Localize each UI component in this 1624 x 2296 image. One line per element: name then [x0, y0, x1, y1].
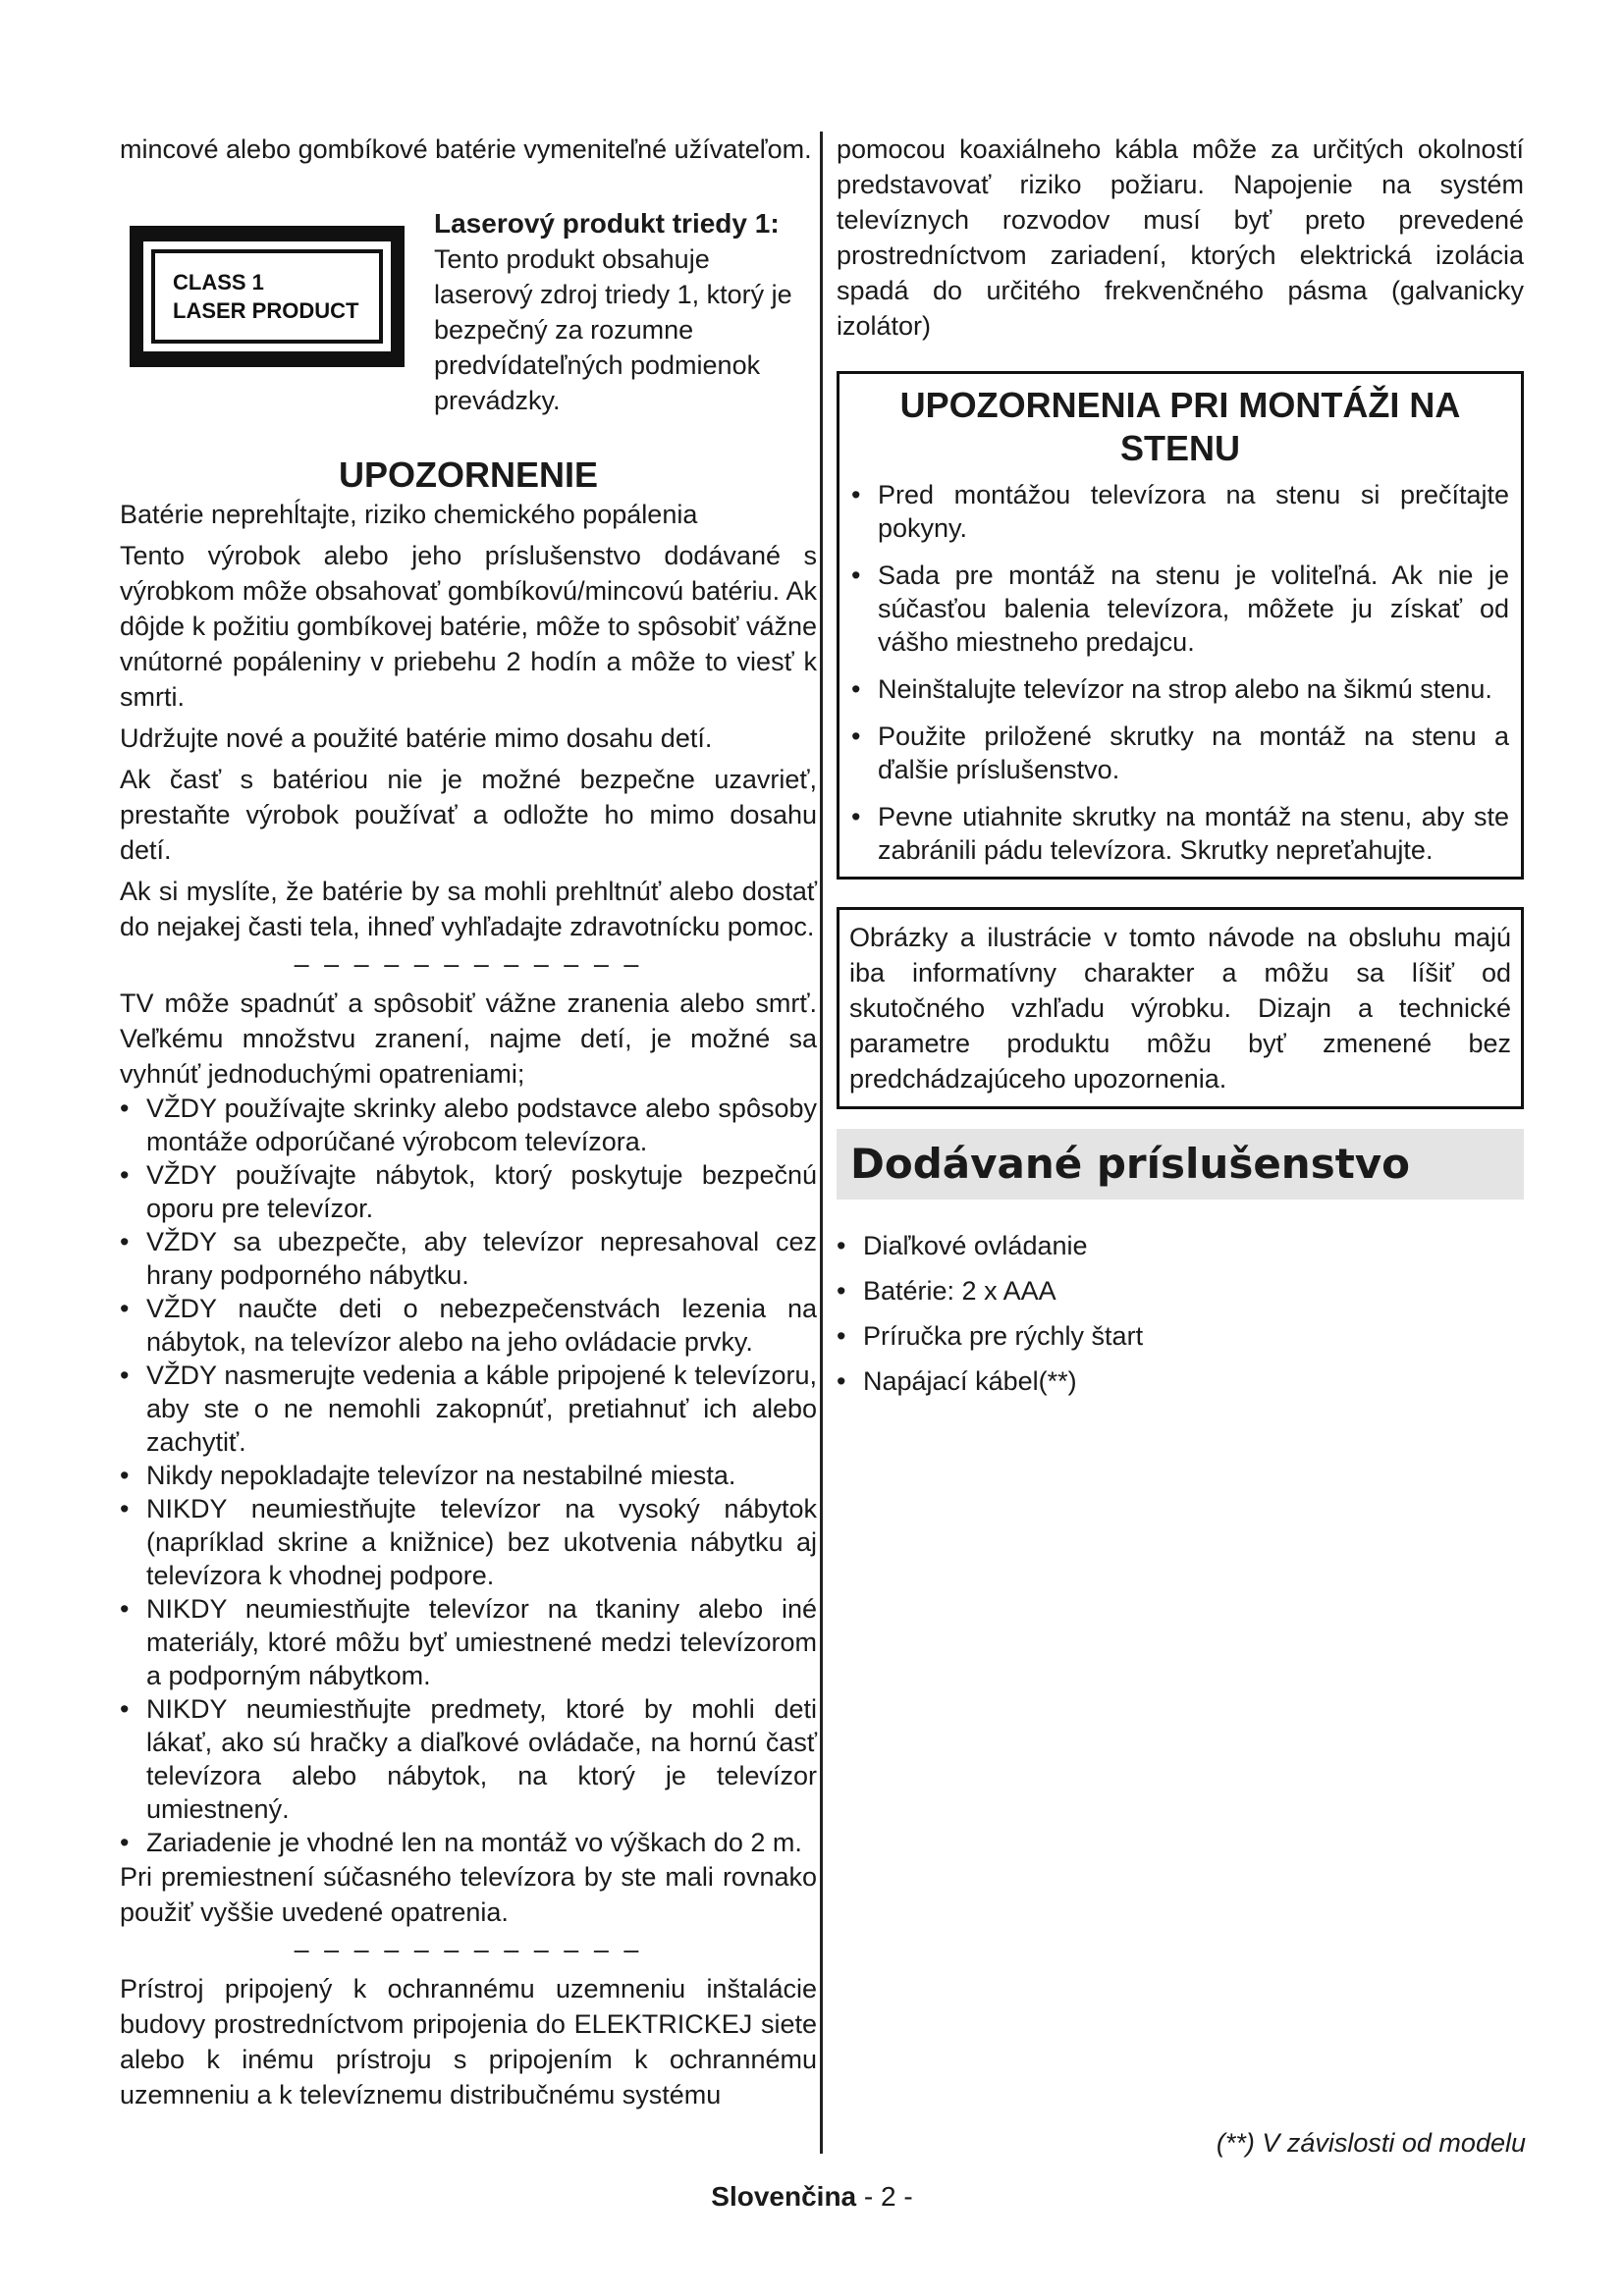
warning-heading: UPOZORNENIE — [338, 454, 599, 495]
laser-badge-line2: LASER PRODUCT — [173, 298, 359, 323]
warning-paragraph: Batérie neprehĺtajte, riziko chemického popálenia — [120, 500, 698, 529]
left-column — [120, 132, 817, 2112]
laser-class-badge — [130, 226, 405, 367]
separator: – – – – – – – – – – – – — [294, 949, 643, 979]
list-item: • Batérie: 2 x AAA — [837, 1268, 1524, 1313]
notice-box — [837, 907, 1524, 1109]
list-item: • NIKDY neumiestňujte televízor na vysoký nábytok (napríklad skrine a knižnice) bez ukotvenia nábytku aj televízora k vhodnej podpore. — [120, 1492, 817, 1592]
tip-outro: Pri premiestnení súčasného televízora by ste mali rovnako použiť vyššie uvedené opatrenia. — [120, 1862, 817, 1927]
tip-intro: TV môže spadnúť a spôsobiť vážne zranenia alebo smrť. Veľkému množstvu zranení, najme detí, je možné sa vyhnúť jednoduchými opatreniami; — [120, 988, 817, 1089]
list-item: • Príručka pre rýchly štart — [837, 1313, 1524, 1359]
notice-text: Obrázky a ilustrácie v tomto návode na obsluhu majú iba informatívny charakter a môžu sa líšiť od skutočného vzhľadu výrobku. Dizajn a technické parametre produktu môžu byť zmenené bez predchádzajúceho upozornenia. — [849, 923, 1511, 1094]
list-item: • Napájací kábel(**) — [837, 1359, 1524, 1404]
list-item: • Pred montážou televízora na stenu si prečítajte pokyny. — [851, 478, 1509, 545]
accessories-title: Dodávané príslušenstvo — [837, 1129, 1524, 1200]
list-item: • Nikdy nepokladajte televízor na nestabilné miesta. — [120, 1459, 817, 1492]
list-item: • VŽDY používajte skrinky alebo podstavce alebo spôsoby montáže odporúčané výrobcom televízora. — [120, 1092, 817, 1158]
wall-mount-heading: UPOZORNENIA PRI MONTÁŽI NA STENU — [899, 385, 1461, 468]
warning-paragraph: Ak časť s batériou nie je možné bezpečne uzavrieť, prestaňte výrobok používať a odložte ho mimo dosahu detí. — [120, 765, 817, 865]
list-item: • VŽDY používajte nábytok, ktorý poskytuje bezpečnú oporu pre televízor. — [120, 1158, 817, 1225]
footnote: (**) V závislosti od modelu — [1216, 2128, 1526, 2158]
list-item: • Zariadenie je vhodné len na montáž vo výškach do 2 m. — [120, 1826, 817, 1859]
page-footer — [0, 2181, 1624, 2213]
list-item: • NIKDY neumiestňujte predmety, ktoré by mohli deti lákať, ako sú hračky a diaľkové ovládače, na hornú časť televízora alebo nábytok, na ktorý je televízor umiestnený. — [120, 1692, 817, 1826]
laser-badge-line1: CLASS 1 — [173, 270, 264, 294]
page-number: - 2 - — [863, 2181, 913, 2212]
laser-section — [120, 132, 817, 415]
laser-description — [434, 206, 817, 418]
wall-mount-warning-box — [837, 371, 1524, 880]
grounding-text: Prístroj pripojený k ochrannému uzemneniu inštalácie budovy prostredníctvom pripojenia do ELEKTRICKEJ siete alebo k inému prístroju s pripojením k ochrannému uzemneniu a k televíznemu distribučnému systému — [120, 1974, 817, 2109]
list-item: • Použite priložené skrutky na montáž na stenu a ďalšie príslušenstvo. — [851, 720, 1509, 786]
accessories-list — [837, 1223, 1524, 1404]
wall-mount-list — [851, 478, 1509, 867]
footer-language: Slovenčina — [711, 2181, 857, 2212]
list-item: • Pevne utiahnite skrutky na montáž na stenu, aby ste zabránili pádu televízora. Skrutky nepreťahujte. — [851, 800, 1509, 867]
laser-title: Laserový produkt triedy 1: — [434, 208, 780, 239]
grounding-continuation: pomocou koaxiálneho kábla môže za určitých okolností predstavovať riziko požiaru. Napojenie na systém televíznych rozvodov musí byť preto prevedené prostredníctvom zariadení, ktorých elektrická izolácia spadá do určitého frekvenčného pásma (galvanicky izolátor) — [837, 134, 1524, 341]
list-item: • VŽDY sa ubezpečte, aby televízor nepresahoval cez hrany podporného nábytku. — [120, 1225, 817, 1292]
list-item: • Sada pre montáž na stenu je voliteľná. Ak nie je súčasťou balenia televízora, môžete ju získať od vášho miestneho predajcu. — [851, 559, 1509, 659]
warning-paragraph: Udržujte nové a použité batérie mimo dosahu detí. — [120, 723, 713, 753]
list-item: • VŽDY nasmerujte vedenia a káble pripojené k televízoru, aby ste o ne nemohli zakopnúť, pretiahnuť ich alebo zachytiť. — [120, 1359, 817, 1459]
right-column — [837, 132, 1524, 1404]
column-divider — [820, 132, 823, 2154]
tip-list — [120, 1092, 817, 1859]
laser-text: Tento produkt obsahuje laserový zdroj triedy 1, ktorý je bezpečný za rozumne predvídateľných podmienok prevádzky. — [434, 244, 792, 415]
intro-continuation: mincové alebo gombíkové batérie vymeniteľné užívateľom. — [120, 134, 812, 164]
separator: – – – – – – – – – – – – — [294, 1935, 643, 1964]
warning-paragraph: Ak si myslíte, že batérie by sa mohli prehltnúť alebo dostať do nejakej časti tela, ihneď vyhľadajte zdravotnícku pomoc. — [120, 877, 817, 941]
list-item: • Neinštalujte televízor na strop alebo na šikmú stenu. — [851, 672, 1509, 706]
warning-paragraph: Tento výrobok alebo jeho príslušenstvo dodávané s výrobkom môže obsahovať gombíkovú/mincovú batériu. Ak dôjde k požitiu gombíkovej batérie, môže to spôsobiť vážne vnútorné popáleniny v priebehu 2 hodín a môže to viesť k smrti. — [120, 541, 817, 712]
list-item: • VŽDY naučte deti o nebezpečenstvách lezenia na nábytok, na televízor alebo na jeho ovládacie prvky. — [120, 1292, 817, 1359]
list-item: • NIKDY neumiestňujte televízor na tkaniny alebo iné materiály, ktoré môžu byť umiestnené medzi televízorom a podporným nábytkom. — [120, 1592, 817, 1692]
list-item: • Diaľkové ovládanie — [837, 1223, 1524, 1268]
